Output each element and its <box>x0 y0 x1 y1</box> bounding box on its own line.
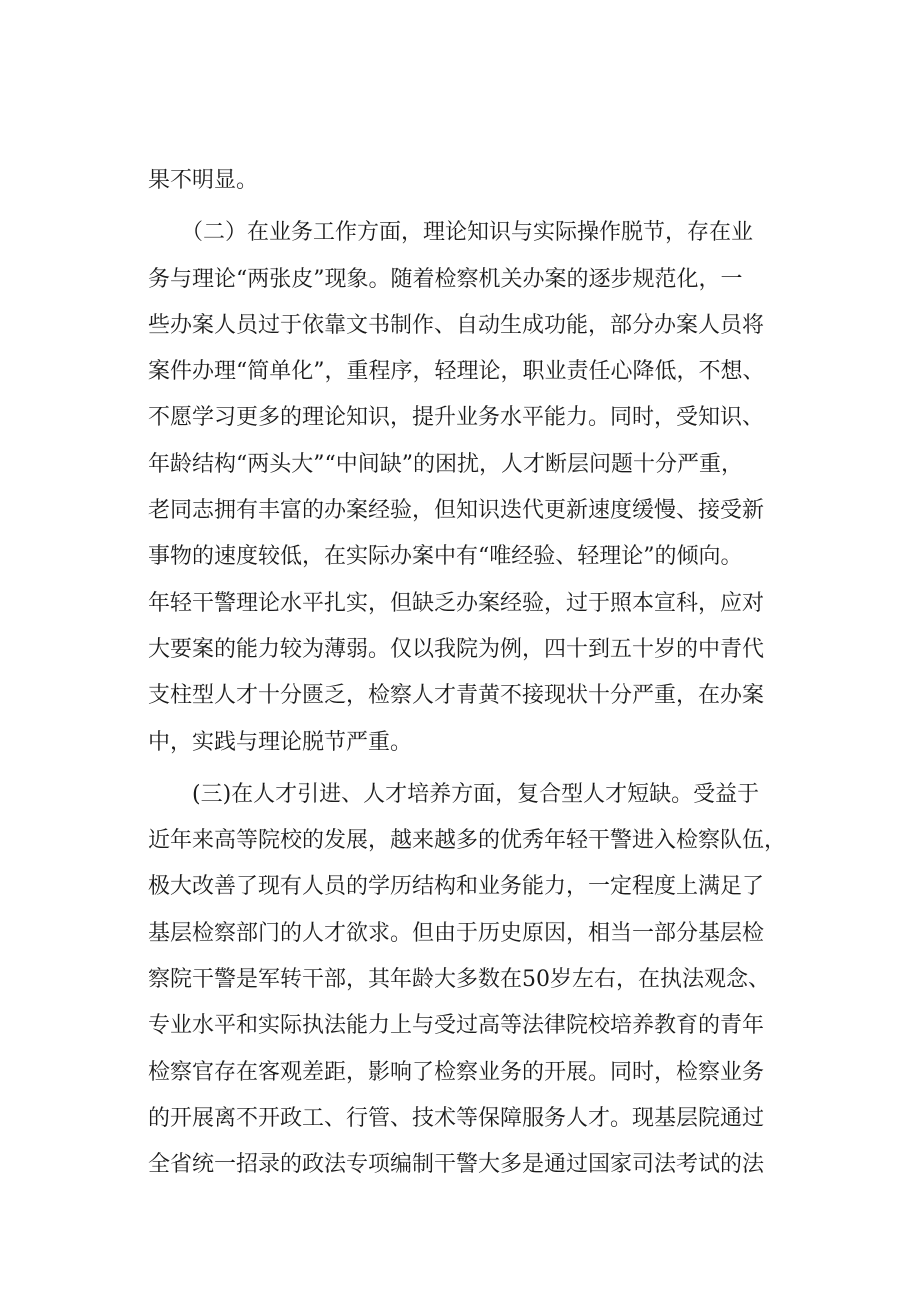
text-line: 务与理论“两张皮”现象。随着检察机关办案的逐步规范化，一 <box>148 266 743 292</box>
document-body <box>148 158 828 1189</box>
text-line: 案件办理“简单化”，重程序，轻理论，职业责任心降低，不想、 <box>148 359 765 385</box>
text-line: 的开展离不开政工、行管、技术等保障服务人才。现基层院通过 <box>148 1105 765 1131</box>
text-line: 年轻干警理论水平扎实，但缺乏办案经验，过于照本宣科，应对 <box>148 590 765 616</box>
paragraph-section-two <box>148 210 828 766</box>
text-line: 极大改善了现有人员的学历结构和业务能力，一定程度上满足了 <box>148 874 765 900</box>
text-line: 近年来高等院校的发展，越来越多的优秀年轻干警进入检察队伍， <box>148 828 787 854</box>
text-line: 不愿学习更多的理论知识，提升业务水平能力。同时，受知识、 <box>148 405 765 431</box>
text-line: 事物的速度较低，在实际办案中有“唯经验、轻理论”的倾向。 <box>148 544 743 570</box>
text-line: 果不明显。 <box>148 168 259 193</box>
paragraph-continuation <box>148 158 828 204</box>
text-line: 年龄结构“两头大”“中间缺”的困扰，人才断层问题十分严重， <box>148 451 743 477</box>
text-line: （二）在业务工作方面，理论知识与实际操作脱节，存在业 <box>148 220 754 246</box>
text-line: 老同志拥有丰富的办案经验，但知识迭代更新速度缓慢、接受新 <box>148 498 765 524</box>
text-line: 些办案人员过于依靠文书制作、自动生成功能，部分办案人员将 <box>148 312 765 338</box>
text-line: 全省统一招录的政法专项编制干警大多是通过国家司法考试的法 <box>148 1152 765 1178</box>
paragraph-section-three <box>148 772 828 1189</box>
text-line: 专业水平和实际执法能力上与受过高等法律院校培养教育的青年 <box>148 1013 765 1039</box>
text-line: (三)在人才引进、人才培养方面，复合型人才短缺。受益于 <box>148 781 760 807</box>
text-line: 中，实践与理论脱节严重。 <box>148 729 413 755</box>
text-line: 基层检察部门的人才欲求。但由于历史原因，相当一部分基层检 <box>148 920 765 946</box>
text-line: 大要案的能力较为薄弱。仅以我院为例，四十到五十岁的中青代 <box>148 636 765 662</box>
text-line: 检察官存在客观差距，影响了检察业务的开展。同时，检察业务 <box>148 1059 765 1085</box>
text-line: 支柱型人才十分匮乏，检察人才青黄不接现状十分严重，在办案 <box>148 683 765 709</box>
text-line: 察院干警是军转干部，其年龄大多数在50岁左右，在执法观念、 <box>148 967 770 993</box>
